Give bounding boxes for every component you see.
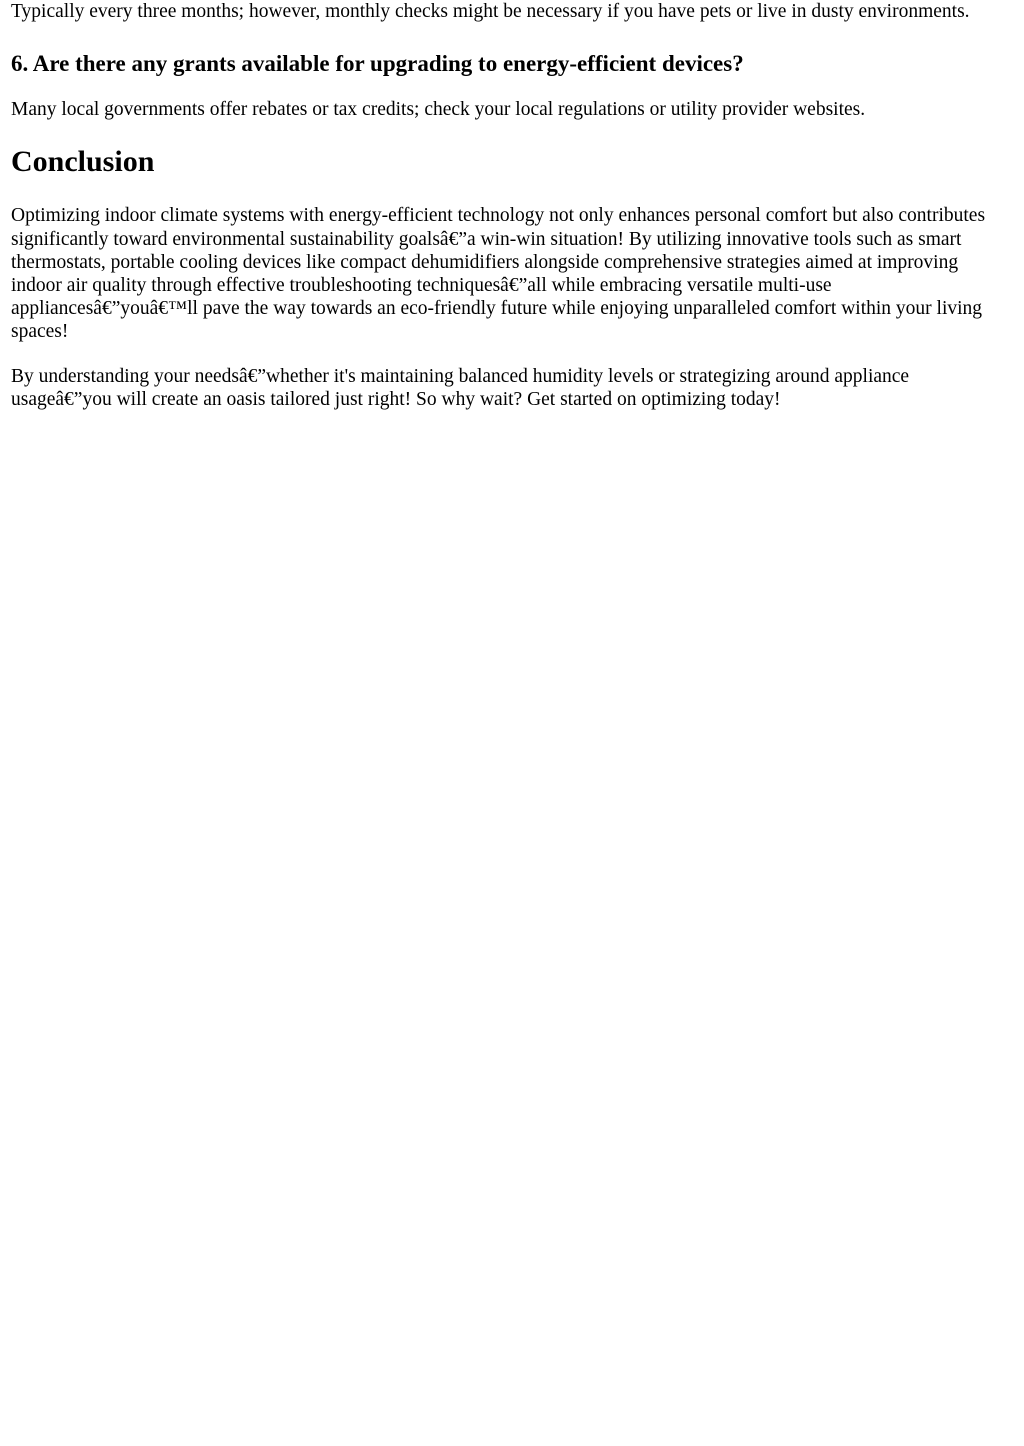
conclusion-paragraph-1: Optimizing indoor climate systems with energy-efficient technology not only enhances personal comfort but also contributes significantly toward environmental sustainability goalsâ€”a win-win situation! By utilizing innovative tools such as smart thermostats, portable cooling devices like compact dehumidifiers alongside comprehensive strategies aimed at improving indoor air quality through effective troubleshooting techniquesâ€”all while embracing versatile multi-use appliancesâ€”youâ€™ll pave the way towards an eco-friendly future while enjoying unparalleled comfort within your living spaces! [11,205,986,343]
conclusion-paragraph-2: By understanding your needsâ€”whether it's maintaining balanced humidity levels or strategizing around appliance usageâ€”you will create an oasis tailored just right! So why wait? Get started on optimizing today! [11,365,910,410]
faq5-answer: Typically every three months; however, monthly checks might be necessary if you have pets or live in dusty environments. [11,1,970,22]
faq6-answer: Many local governments offer rebates or tax credits; check your local regulations or utility provider websites. [11,99,866,121]
article-body [0,0,1024,411]
faq6-heading: 6. Are there any grants available for upgrading to energy-efficient devices? [11,51,744,77]
conclusion-heading: Conclusion [11,145,155,179]
